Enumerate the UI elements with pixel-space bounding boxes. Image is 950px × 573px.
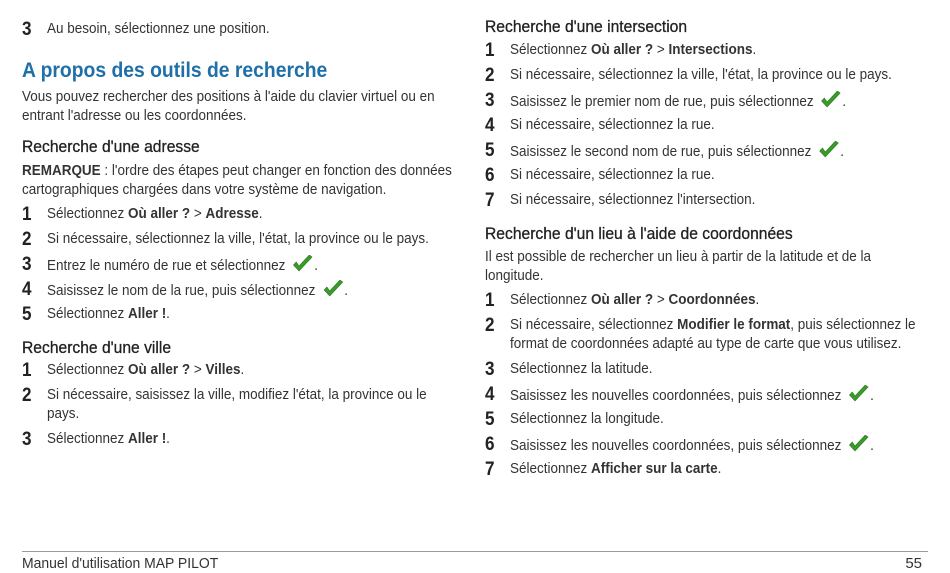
step-item [485,360,663,380]
step-item [22,20,286,40]
step-item [22,361,259,381]
note-label: REMARQUE [22,163,101,179]
step-text: Sélectionnez Aller !. [47,431,170,447]
step-item [485,410,675,430]
step-number: 7 [485,190,495,211]
step-number: 1 [22,360,32,381]
step-item [22,230,458,250]
intersection-title: Recherche d'une intersection [485,17,688,36]
step-number: 1 [22,204,32,225]
step-text: Sélectionnez la latitude. [510,361,653,377]
step-number: 1 [485,290,495,311]
step-text: Sélectionnez Où aller ? > Intersections. [510,42,757,58]
step-item [485,41,775,61]
checkmark-icon [322,280,344,299]
step-item [485,316,950,354]
step-item [485,116,730,136]
step-text: Saisissez les nouvelles coordonnées, puis sélectionnez . [510,385,874,406]
step-number: 7 [485,459,495,480]
step-item [485,91,871,112]
step-text: Si nécessaire, sélectionnez la ville, l'état, la province ou le pays. [510,67,892,83]
step-number: 4 [485,384,495,405]
step-number: 3 [485,359,495,380]
coords-title: Recherche d'un lieu à l'aide de coordonnées [485,224,793,243]
step-number: 5 [22,304,32,325]
step-item [485,191,774,211]
step-number: 2 [22,229,32,250]
step-item [485,66,921,86]
city-title: Recherche d'une ville [22,338,172,357]
step-number: 5 [485,409,495,430]
note-text: : l'ordre des étapes peut changer en fonction des données cartographiques chargées dans votre système de navigation. [22,163,452,198]
step-item [485,385,901,406]
step-number: 2 [22,385,32,406]
step-text: Si nécessaire, sélectionnez la rue. [510,167,715,183]
checkmark-icon [292,255,314,274]
step-text: Sélectionnez Où aller ? > Coordonnées. [510,292,760,308]
step-item [22,205,279,225]
note-paragraph [22,162,459,200]
step-text: Si nécessaire, sélectionnez Modifier le format, puis sélectionnez le format de coordonnées adapté au type de carte que vous utilisez. [510,317,916,352]
step-text: Au besoin, sélectionnez une position. [47,21,270,37]
section-title: A propos des outils de recherche [22,59,328,82]
address-title: Recherche d'une adresse [22,137,200,156]
step-number: 6 [485,165,495,186]
step-number: 1 [485,40,495,61]
step-number: 4 [485,115,495,136]
step-number: 3 [22,429,32,450]
step-text: Si nécessaire, saisissez la ville, modifiez l'état, la province ou le pays. [47,387,427,422]
checkmark-icon [848,435,870,454]
footer-divider [22,551,928,552]
step-number: 6 [485,434,495,455]
step-text: Si nécessaire, sélectionnez l'intersection. [510,192,756,208]
step-item [22,430,179,450]
step-text: Sélectionnez la longitude. [510,411,664,427]
step-number: 3 [22,254,32,275]
footer-manual-title: Manuel d'utilisation MAP PILOT [22,555,219,572]
step-text: Saisissez le premier nom de rue, puis sélectionnez . [510,91,846,112]
step-item [485,291,778,311]
step-item [22,280,371,301]
step-text: Entrez le numéro de rue et sélectionnez . [47,255,318,276]
step-text: Saisissez le second nom de rue, puis sélectionnez . [510,141,844,162]
step-item [485,166,730,186]
step-number: 2 [485,315,495,336]
step-number: 3 [485,90,495,111]
step-item [22,255,338,276]
step-number: 3 [22,19,32,40]
checkmark-icon [848,385,870,404]
step-item [22,305,179,325]
step-text: Sélectionnez Afficher sur la carte. [510,461,722,477]
step-text: Saisissez les nouvelles coordonnées, puis sélectionnez . [510,435,874,456]
checkmark-icon [818,141,840,160]
step-text: Si nécessaire, sélectionnez la ville, l'état, la province ou le pays. [47,231,429,247]
checkmark-icon [820,91,842,110]
step-text: Sélectionnez Où aller ? > Villes. [47,362,245,378]
step-number: 4 [22,279,32,300]
step-text: Si nécessaire, sélectionnez la rue. [510,117,715,133]
intro-paragraph: Vous pouvez rechercher des positions à l'aide du clavier virtuel ou en entrant l'adresse ou les coordonnées. [22,89,435,124]
step-item [485,435,901,456]
step-text: Sélectionnez Aller !. [47,306,170,322]
step-text: Sélectionnez Où aller ? > Adresse. [47,206,263,222]
step-number: 2 [485,65,495,86]
page-number: 55 [905,555,922,572]
step-item [485,460,737,480]
coords-intro: Il est possible de rechercher un lieu à partir de la latitude et de la longitude. [485,249,872,284]
step-number: 5 [485,140,495,161]
step-item [22,386,462,424]
step-item [485,141,869,162]
step-text: Saisissez le nom de la rue, puis sélectionnez . [47,280,348,301]
